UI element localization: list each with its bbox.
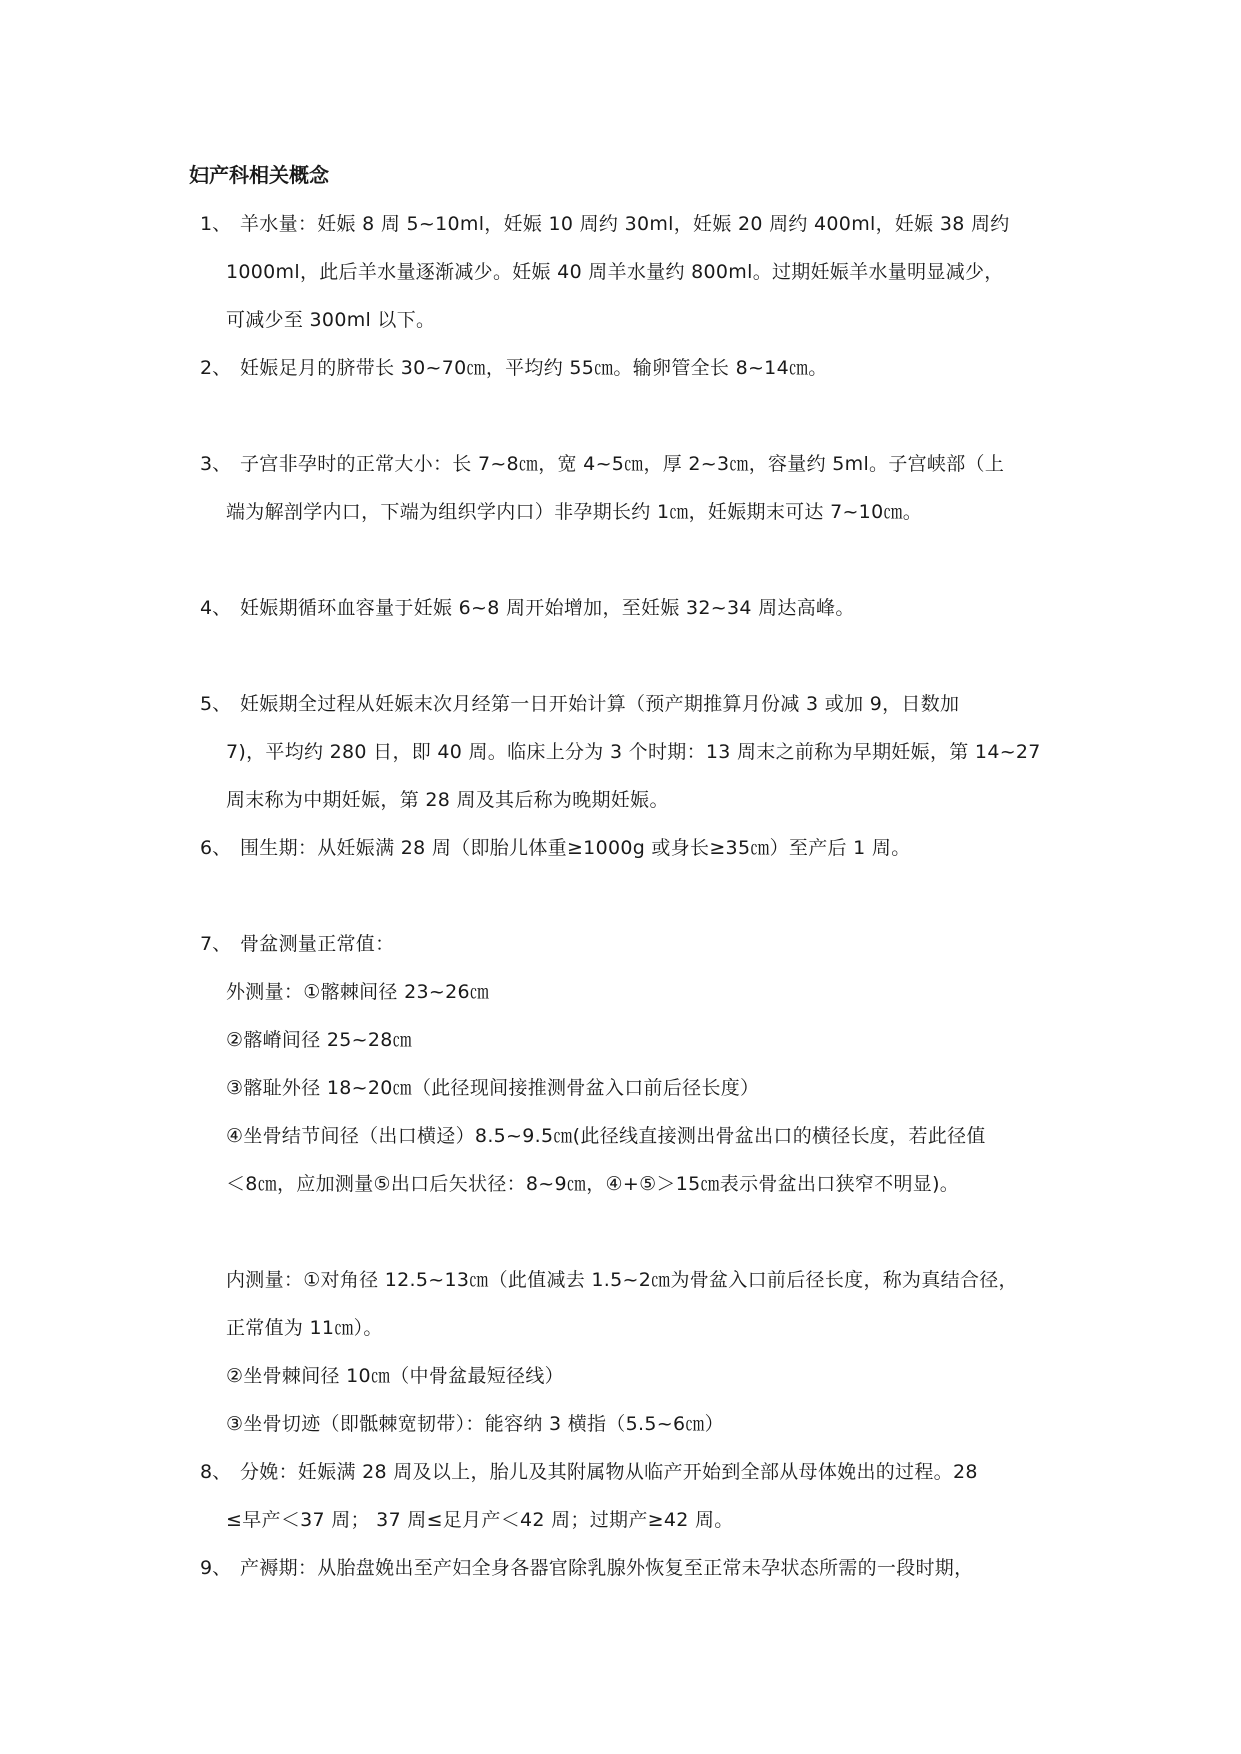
pelvis-internal-line: ②坐骨棘间径 10㎝（中骨盆最短径线） xyxy=(226,1365,564,1387)
item-number: 8、 xyxy=(200,1461,232,1483)
item-text-line: 妊娠期全过程从妊娠末次月经第一日开始计算（预产期推算月份减 3 或加 9，日数加 xyxy=(240,693,960,715)
item-text-line: 妊娠期循环血容量于妊娠 6~8 周开始增加，至妊娠 32~34 周达高峰。 xyxy=(240,597,855,619)
pelvis-external-line: ②髂嵴间径 25~28㎝ xyxy=(226,1029,412,1051)
pelvis-external-line: ④坐骨结节间径（出口横迳）8.5~9.5㎝(此径线直接测出骨盆出口的横径长度，若此径值 xyxy=(226,1125,986,1147)
pelvis-external-line: ＜8㎝，应加测量⑤出口后矢状径：8~9㎝，④+⑤＞15㎝表示骨盆出口狭窄不明显)。 xyxy=(226,1173,960,1195)
item-text-line: 妊娠足月的脐带长 30~70㎝，平均约 55㎝。输卵管全长 8~14㎝。 xyxy=(240,357,828,379)
document-title: 妇产科相关概念 xyxy=(189,163,329,187)
item-text-line: 子宫非孕时的正常大小：长 7~8㎝，宽 4~5㎝，厚 2~3㎝，容量约 5ml。子宫峡部（上 xyxy=(240,453,1005,475)
item-text-line: 骨盆测量正常值： xyxy=(240,933,395,955)
item-text-line: 7)，平均约 280 日，即 40 周。临床上分为 3 个时期：13 周末之前称为早期妊娠，第 14~27 xyxy=(226,741,1041,763)
item-text-line: ≤早产＜37 周； 37 周≤足月产＜42 周；过期产≥42 周。 xyxy=(226,1509,734,1531)
item-text-line: 围生期：从妊娠满 28 周（即胎儿体重≥1000g 或身长≥35㎝）至产后 1 周。 xyxy=(240,837,911,859)
pelvis-external-line: 外测量：①髂棘间径 23~26㎝ xyxy=(226,981,490,1003)
item-number: 6、 xyxy=(200,837,232,859)
item-number: 4、 xyxy=(200,597,232,619)
item-text-line: 1000ml，此后羊水量逐渐减少。妊娠 40 周羊水量约 800ml。过期妊娠羊水量明显减少， xyxy=(226,261,1004,283)
item-number: 9、 xyxy=(200,1557,232,1579)
item-text-line: 产褥期：从胎盘娩出至产妇全身各器官除乳腺外恢复至正常未孕状态所需的一段时期， xyxy=(240,1557,974,1579)
item-text-line: 羊水量：妊娠 8 周 5~10ml，妊娠 10 周约 30ml，妊娠 20 周约 400ml，妊娠 38 周约 xyxy=(240,213,1010,235)
item-text-line: 端为解剖学内口，下端为组织学内口）非孕期长约 1㎝，妊娠期末可达 7~10㎝。 xyxy=(226,501,923,523)
item-text-line: 可减少至 300ml 以下。 xyxy=(226,309,436,331)
item-number: 7、 xyxy=(200,933,232,955)
item-text-line: 周末称为中期妊娠，第 28 周及其后称为晚期妊娠。 xyxy=(226,789,669,811)
pelvis-internal-line: 正常值为 11㎝）。 xyxy=(226,1317,383,1339)
pelvis-internal-line: 内测量：①对角径 12.5~13㎝（此值减去 1.5~2㎝为骨盆入口前后径长度，称为真结合径， xyxy=(226,1269,1018,1291)
item-number: 3、 xyxy=(200,453,232,475)
pelvis-internal-line: ③坐骨切迹（即骶棘宽韧带）：能容纳 3 横指（5.5~6㎝） xyxy=(226,1413,724,1435)
item-number: 5、 xyxy=(200,693,232,715)
item-number: 2、 xyxy=(200,357,232,379)
pelvis-external-line: ③髂耻外径 18~20㎝（此径现间接推测骨盆入口前后径长度） xyxy=(226,1077,760,1099)
item-number: 1、 xyxy=(200,213,232,235)
item-text-line: 分娩：妊娠满 28 周及以上，胎儿及其附属物从临产开始到全部从母体娩出的过程。28 xyxy=(240,1461,978,1483)
